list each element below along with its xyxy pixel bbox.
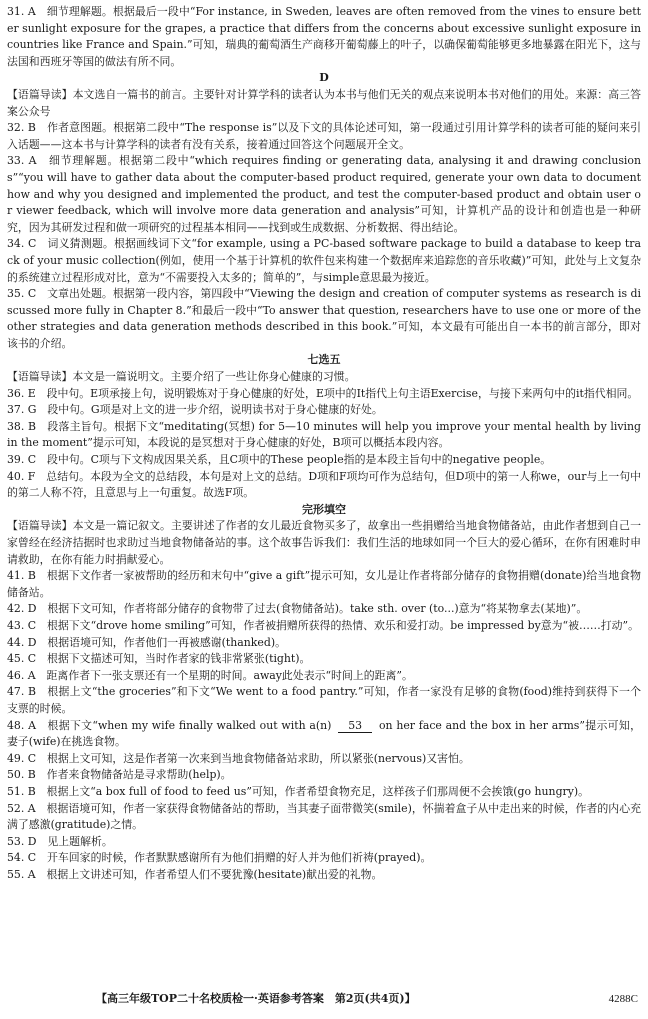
- answer-46: 46. A 距离作者下一张支票还有一个星期的时间。away此处表示“时间上的距离”。: [7, 668, 413, 682]
- answer-48-part1: 48. A 根据下文“when my wife finally walked out with a(n): [7, 718, 332, 732]
- seven-choose-five-heading: 七选五: [307, 353, 341, 367]
- answer-37: 37. G 段中句。G项是对上文的进一步介绍，说明读书对于身心健康的好处。: [7, 403, 383, 417]
- answer-32: 32. B 作者意图题。根据第二段中“The response is”以及下文的具体论述可知，第一段通过引用计算学科的读者可能的疑问来引入话题——这本书与计算学科的读者有没有关系，接着通过回答这个问题展开全文。: [7, 121, 641, 151]
- answer-54: 54. C 开车回家的时候，作者默默感谢所有为他们捐赠的好人并为他们祈祷(prayed)。: [7, 851, 432, 865]
- page-footer: [0, 988, 648, 1010]
- answer-47: 47. B 根据上文“the groceries”和下文“We went to a food pantry.”可知，作者一家没有足够的食物(food)维持到获得下一个支票的时候。: [7, 685, 641, 715]
- cloze-heading: 完形填空: [302, 502, 346, 516]
- answer-43: 43. C 根据下文“drove home smiling”可知，作者被捐赠所获得的热情、欢乐和爱打动。be impressed by意为“被……打动”。: [7, 618, 639, 632]
- answer-38: 38. B 段落主旨句。根据下文“meditating(冥想) for 5—10 minutes will help you improve your mental health by living in the moment”提示可知，本段说的是冥想对于身心健康的好处，B项可以概括本段内容。: [7, 419, 641, 450]
- answer-34: 34. C 词义猜测题。根据画线词下文“for example, using a PC-based software package to build a database to keep track of your music collection(例如，使用一个基于计算机的软件包来构建一个数据库来追踪您的音乐收藏)”可知，此处与上文复杂的系统建立过程形成对比，意为“不需要投入太多的；简单的”，与simple意思最为接近。: [7, 237, 641, 284]
- passage-d-heading: D: [319, 71, 329, 85]
- answer-48: [7, 718, 641, 751]
- answer-53: 53. D 见上题解析。: [7, 834, 113, 848]
- answer-55: 55. A 根据上文讲述可知，作者希望人们不要犹豫(hesitate)献出爱的礼物。: [7, 867, 383, 881]
- answer-48-part2: on her face and the box in her arms”提示可知，妻子(wife)在挑选食物。: [7, 718, 642, 749]
- answer-36: 36. E 段中句。E项承接上句，说明锻炼对于身心健康的好处，E项中的It指代上句主语Exercise，与接下来两句中的it指代相同。: [7, 386, 639, 400]
- answer-39: 39. C 段中句。C项与下文构成因果关系，且C项中的These people指的是本段主旨句中的negative people。: [7, 453, 552, 467]
- answer-33: 33. A 细节理解题。根据第二段中“which requires finding or generating data, analysing it and drawing conclusions”“you will have to gather data about the computer-based product required, generate your own data to document how and why you designed and implemented the product, and test the computer-based product and obtain user or viewer feedback, which will involve more data generation and analysis”可知，计算机产品的设计和创造也是一种研究，因为其研发过程和做一项研究的过程基本相同——找到或生成数据、分析数据、得出结论。: [7, 154, 641, 234]
- answer-48-blank: 53: [338, 719, 372, 733]
- cloze-guide: 【语篇导读】本文是一篇记叙文。主要讲述了作者的女儿最近食物买多了，故拿出一些捐赠给当地食物储备站，由此作者想到自己一家曾经在经济拮据时也求助过当地食物储备站的事。这个故事告诉我们：我们生活的地球如同一个巨大的爱心循环，在你有困难时申请救助，在你有能力时捐献爱心。: [7, 519, 641, 566]
- answer-52: 52. A 根据语境可知，作者一家获得食物储备站的帮助，当其妻子面带微笑(smile)，怀揣着盒子从中走出来的时候，作者的内心充满了感激(gratitude)之情。: [7, 801, 641, 832]
- answer-50: 50. B 作者来食物储备站是寻求帮助(help)。: [7, 768, 232, 782]
- footer-title: 【高三年级TOP二十名校质检一·英语参考答案 第2页(共4页)】: [96, 992, 416, 1005]
- passage-d-guide: 【语篇导读】本文选自一篇书的前言。主要针对计算学科的读者认为本书与他们无关的观点来说明本书对他们的用处。来源：高三答案公众号: [7, 87, 641, 118]
- answer-42: 42. D 根据下文可知，作者将部分储存的食物带了过去(食物储备站)。take sth. over (to...)意为“将某物拿去(某地)”。: [7, 602, 588, 616]
- footer-code: 4288C: [608, 993, 638, 1005]
- seven-choose-five-guide: 【语篇导读】本文是一篇说明文。主要介绍了一些让你身心健康的习惯。: [7, 370, 356, 384]
- answer-45: 45. C 根据下文描述可知，当时作者家的钱非常紧张(tight)。: [7, 652, 311, 666]
- answer-49: 49. C 根据上文可知，这是作者第一次来到当地食物储备站求助，所以紧张(nervous)又害怕。: [7, 751, 470, 765]
- answer-40: 40. F 总结句。本段为全文的总结段，本句是对上文的总结。D项和F项均可作为总结句，但D项中的第一人称we，our与上一句中的第二人称不符，且意思与上一句重复。故选F项。: [7, 469, 641, 500]
- answer-51: 51. B 根据上文“a box full of food to feed us”可知，作者希望食物充足，这样孩子们那周便不会挨饿(go hungry)。: [7, 784, 590, 798]
- answer-41: 41. B 根据下文作者一家被帮助的经历和末句中“give a gift”提示可知，女儿是让作者将部分储存的食物捐赠(donate)给当地食物储备站。: [7, 569, 641, 599]
- answer-44: 44. D 根据语境可知，作者他们一再被感谢(thanked)。: [7, 635, 286, 649]
- answer-35: 35. C 文章出处题。根据第一段内容，第四段中“Viewing the design and creation of computer systems as research is discussed more fully in Chapter 8.”和最后一段中“To answer that question, researchers have to use one or more of the other strategies and data generation methods described in this book.”可知，本文最有可能出自一本书的前言部分，即对该书的介绍。: [7, 287, 641, 350]
- answer-31: 31. A 细节理解题。根据最后一段中“For instance, in Sweden, leaves are often removed from the vines to ensure better sunlight exposure for the grapes, a practice that differs from the concerns about excessive sunlight exposure in countries like France and Spain.”可知，瑞典的葡萄酒生产商移开葡萄藤上的叶子，以确保葡萄能够更多地暴露在阳光下，这与法国和西班牙等国的做法有所不同。: [7, 5, 641, 68]
